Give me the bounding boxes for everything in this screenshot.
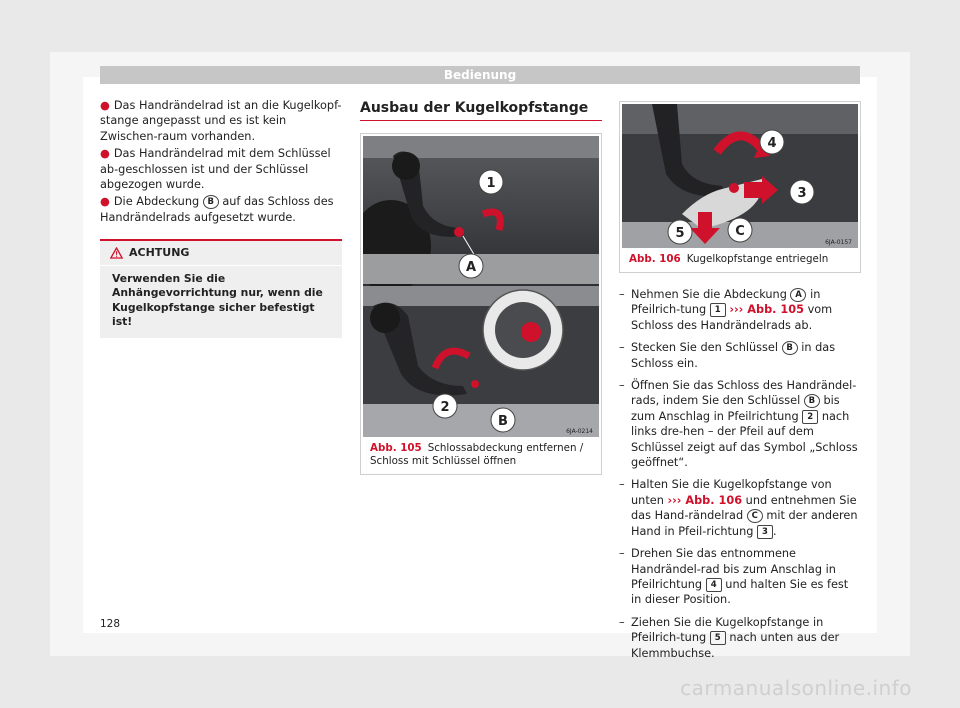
warning-box [100,239,342,337]
list-item: – Stecken Sie den Schlüssel B in das Schloss ein. [619,341,836,370]
figure-106 [619,101,861,273]
caption-text: Kugelkopfstange entriegeln [686,253,829,265]
callout-label: A [465,260,477,275]
number-badge: 2 [802,410,818,424]
list-item: ● Das Handrändelrad ist an die Kugelkopf-stange angepasst und es ist kein Zwischen-raum vorhanden. [100,99,342,143]
bullet-icon: ● [100,99,110,112]
dash-icon: – [619,379,625,393]
dash-icon: – [619,615,625,629]
list-item: – Halten Sie die Kugelkopfstange von unten ››› Abb. 106 und entnehmen Sie das Hand-rändelrad C mit der anderen Hand in Pfeil-richtung 3 . [619,478,858,538]
label-badge: A [790,288,806,302]
figure-reference-link[interactable]: ››› Abb. 106 [667,493,743,507]
label-badge: B [804,394,820,408]
figure-code: 6JA-0157 [825,239,852,246]
figure-caption [622,248,858,270]
callout-label: 4 [767,136,777,151]
bullet-icon: ● [100,195,110,209]
number-badge: 3 [757,525,773,539]
callout-label: B [498,414,508,429]
figure-105-image [363,136,599,437]
callout-label: 1 [486,176,496,191]
dash-icon: – [619,341,625,355]
list-item: ● Das Handrändelrad mit dem Schlüssel ab-geschlossen ist und der Schlüssel abgezogen wurde. [100,147,331,192]
figure-code: 6JA-0214 [566,428,593,435]
callout-label: 3 [797,186,807,201]
label-badge: B [203,195,219,209]
caption-number: Abb. 105 [370,442,422,454]
warning-label: ACHTUNG [129,246,190,260]
header-title: Bedienung [443,68,517,82]
warning-text: Verwenden Sie die Anhängevorrichtung nur, wenn die Kugelkopfstange sicher befestigt ist! [112,271,323,329]
caption-number: Abb. 106 [629,253,681,265]
label-badge: B [782,341,798,355]
figure-105 [360,133,602,475]
list-item: – Drehen Sie das entnommene Handrändel-rad bis zum Anschlag in Pfeilrichtung 4 und halten Sie es fest in dieser Position. [619,547,849,607]
tow-bar-illustration [363,136,599,437]
instruction-steps [619,287,861,661]
bullet-icon: ● [100,147,110,161]
label-badge: C [747,509,763,523]
warning-triangle-icon [110,247,123,259]
left-column [100,98,342,338]
callout-label: C [735,224,745,239]
number-badge: 4 [706,578,722,592]
callout-label: 5 [675,226,685,241]
dash-icon: – [619,547,625,561]
dash-icon: – [619,288,625,301]
section-title: Ausbau der Kugelkopfstange [360,98,602,121]
middle-column [360,98,602,475]
caption-text: Schlossabdeckung entfernen / Schloss mit Schlüssel öffnen [370,442,584,467]
number-badge: 5 [710,631,726,645]
list-item: – Ziehen Sie die Kugelkopfstange in Pfeilrich-tung 5 nach unten aus der Klemmbuchse. [619,615,840,660]
warning-header [100,241,342,265]
figure-reference-link[interactable]: ››› Abb. 105 [729,303,804,317]
list-item: – Öffnen Sie das Schloss des Handrändel-rads, indem Sie den Schlüssel B bis zum Anschlag in Pfeilrichtung 2 nach links dre-hen – der Pfeil auf dem Schlüssel zeigt auf das Symbol „Schloss geöffnet“. [619,379,858,470]
watermark: carmanualsonline.info [680,676,912,700]
callout-label: 2 [440,400,450,415]
page-number: 128 [100,618,121,630]
tow-bar-release-illustration [622,104,858,248]
figure-106-image [622,104,858,248]
right-column [619,98,861,668]
page-header [100,66,860,84]
figure-caption [363,437,599,472]
number-badge: 1 [710,303,726,317]
list-item: ● Die Abdeckung B auf das Schloss des Handrändelrads aufgesetzt wurde. [100,195,334,224]
dash-icon: – [619,478,625,492]
list-item: – Nehmen Sie die Abdeckung A in Pfeilrich-tung 1 ››› Abb. 105 vom Schloss des Handrändelrads ab. [619,288,833,332]
